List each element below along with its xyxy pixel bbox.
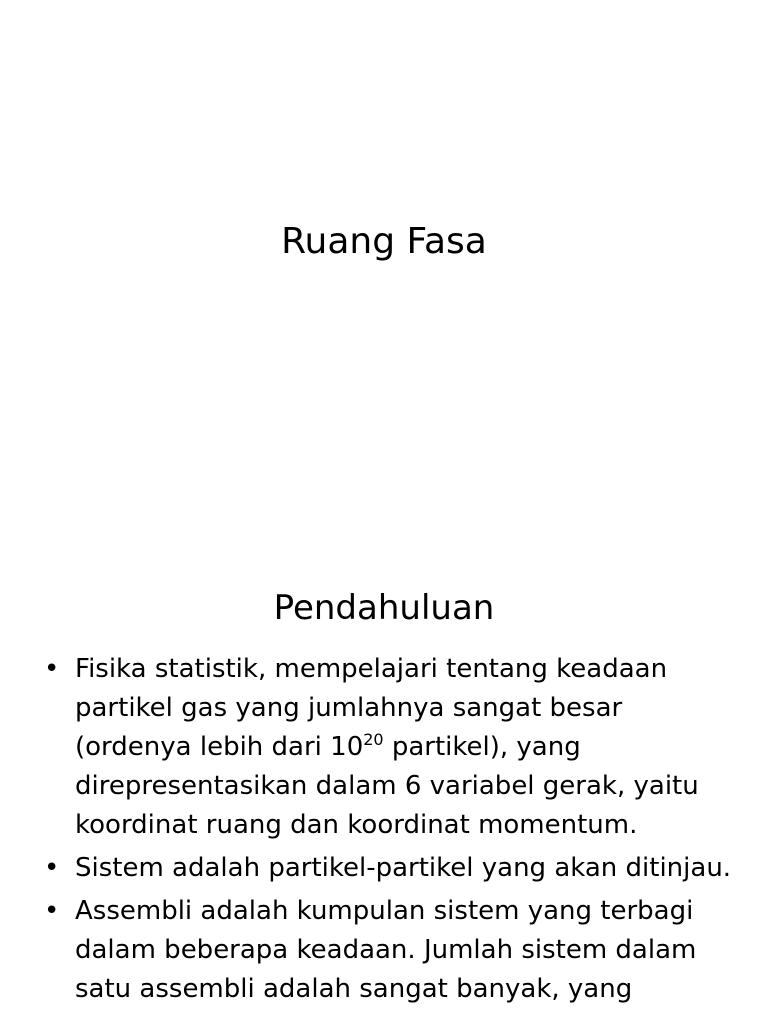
bullet-text: Sistem adalah partikel-partikel yang akan ditinjau.: [75, 853, 732, 883]
bullet-icon: •: [44, 853, 60, 883]
bullet-list: [44, 650, 740, 1013]
bullet-icon: •: [44, 896, 60, 926]
bullet-item: [44, 849, 740, 888]
bullet-text: Assembli adalah kumpulan sistem yang terbagi dalam beberapa keadaan. Jumlah sistem dalam satu assembli adalah sangat banyak, yang: [75, 896, 697, 1004]
bullet-text: [75, 654, 699, 840]
section-title: Pendahuluan: [273, 588, 495, 628]
slide-introduction: [0, 576, 768, 1024]
bullet-item: [44, 650, 740, 845]
bullet-icon: •: [44, 654, 60, 684]
bullet-text-part: partikel), yang direpresentasikan dalam 6 variabel gerak, yaitu koordinat ruang dan koordinat momentum.: [75, 732, 699, 840]
slide-title: Ruang Fasa: [281, 221, 487, 262]
superscript-exponent: 20: [363, 730, 384, 749]
bullet-item: [44, 892, 740, 1009]
bullet-text-part: Fisika statistik, mempelajari tentang keadaan partikel gas yang jumlahnya sangat besar (ordenya lebih dari 10: [75, 654, 668, 762]
